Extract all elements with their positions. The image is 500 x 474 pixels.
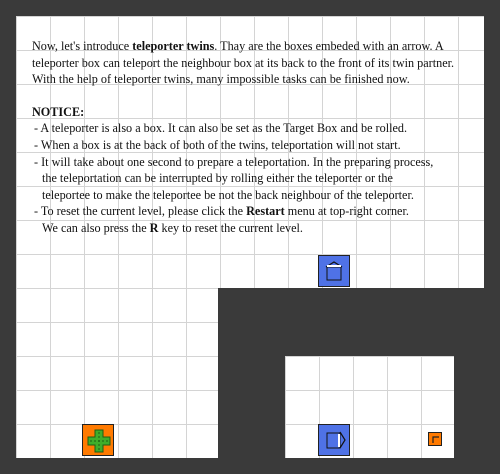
notice-heading: NOTICE:: [32, 104, 85, 119]
notice-item-4-text: - To reset the current level, please click the: [34, 204, 247, 219]
teleporter-arrow-right-icon: [319, 425, 351, 457]
instructions-panel: [32, 38, 477, 237]
teleporter-arrow-up-icon: [319, 256, 351, 288]
corner-marker-icon: [429, 433, 443, 447]
intro-text-rest: . Thay are the boxes embeded with an arrow. A teleporter box can teleport the neighbour box at its back to the front of its twin partner. With the help of teleporter twins, many impossible tasks can be finished now.: [32, 39, 455, 87]
intro-bold-term: teleporter twins: [132, 39, 215, 53]
target-box[interactable]: [82, 424, 114, 456]
teleporter-box-bottom[interactable]: [318, 424, 350, 456]
notice-item-4-bold: Restart: [246, 204, 285, 219]
notice-item-2-text: - When a box is at the back of both of the twins, teleportation will not start.: [34, 137, 401, 152]
notice-item-3: [32, 154, 477, 204]
notice-item-1: [32, 120, 477, 137]
goal-marker: [428, 432, 442, 446]
notice-item-2: [32, 137, 477, 154]
notice-item-5-text: We can also press the: [42, 220, 150, 235]
notice-item-3-line-3: teleportee to make the teleportee be not the back neighbour of the teleporter.: [42, 187, 414, 202]
notice-item-5: [34, 220, 477, 237]
notice-item-5-bold: R: [149, 220, 159, 235]
notice-item-4-text-end: menu at top-right corner.: [284, 204, 409, 219]
notice-item-3-line-1: - It will take about one second to prepare a teleportation. In the preparing process,: [34, 154, 434, 169]
notice-item-4: [32, 203, 477, 236]
play-area-bottom-left: [16, 288, 218, 458]
notice-item-5-text-end: key to reset the current level.: [158, 220, 303, 235]
teleporter-box-top[interactable]: [318, 255, 350, 287]
notice-item-3-line-2: the teleportation can be interrupted by rolling either the teleporter or the: [42, 171, 393, 186]
intro-paragraph: [32, 38, 477, 88]
intro-text-start: Now, let's introduce: [32, 39, 133, 53]
notice-item-1-text: - A teleporter is also a box. It can also be set as the Target Box and be rolled.: [34, 121, 408, 136]
target-cross-icon: [83, 425, 115, 457]
